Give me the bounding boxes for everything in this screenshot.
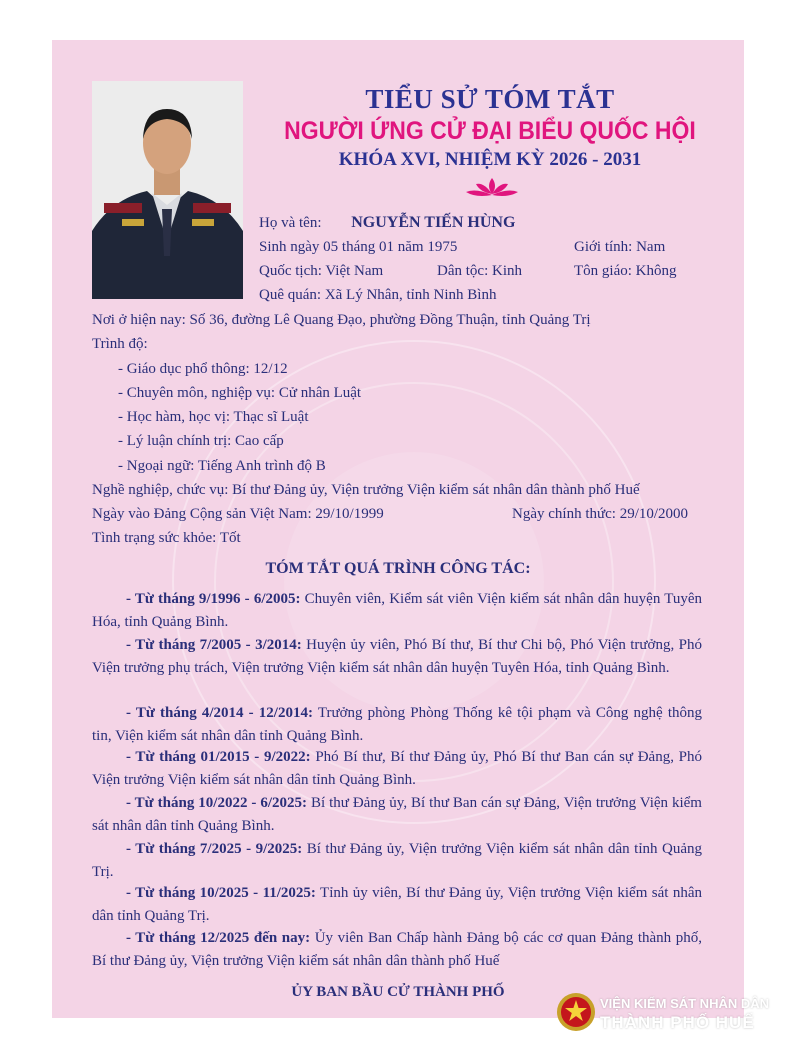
occupation: Nghề nghiệp, chức vụ: Bí thư Đảng ủy, Viện trưởng Viện kiểm sát nhân dân thành phố Huế: [92, 482, 640, 498]
career-item: [92, 702, 702, 748]
hometown: Quê quán: Xã Lý Nhân, tỉnh Ninh Bình: [259, 287, 497, 303]
dob: Sinh ngày 05 tháng 01 năm 1975: [259, 239, 458, 255]
education-item: - Ngoại ngữ: Tiếng Anh trình độ B: [118, 458, 326, 474]
election-committee: ỦY BAN BẦU CỬ THÀNH PHỐ: [291, 984, 505, 1000]
career-period: - Từ tháng 7/2025 - 9/2025:: [126, 841, 303, 857]
lotus-ornament-icon: [462, 176, 522, 200]
agency-name-line1: VIỆN KIỂM SÁT NHÂN DÂN: [600, 996, 770, 1011]
career-text: Chuyên viên, Kiểm sát viên Viện kiểm sát nhân dân huyện Tuyên Hóa, tỉnh Quảng Bình.: [92, 591, 702, 630]
education-item: - Học hàm, học vị: Thạc sĩ Luật: [118, 409, 309, 425]
term-line: KHÓA XVI, NHIỆM KỲ 2026 - 2031: [338, 149, 642, 170]
religion: Tôn giáo: Không: [574, 263, 677, 279]
document-title: TIỂU SỬ TÓM TẮT: [365, 84, 615, 114]
career-text: Ủy viên Ban Chấp hành Đảng bộ các cơ quan Đảng thành phố, Bí thư Đảng ủy, Viện trưởng Viện kiểm sát nhân dân thành phố Huế: [92, 930, 702, 969]
career-text: Phó Bí thư, Bí thư Đảng ủy, Phó Bí thư Ban cán sự Đảng, Phó Viện trưởng Viện kiểm sát nhân dân tỉnh Quảng Bình.: [92, 749, 702, 788]
health-status: Tình trạng sức khỏe: Tốt: [92, 530, 241, 546]
career-text: Tỉnh ủy viên, Bí thư Đảng ủy, Viện trưởng Viện kiểm sát nhân dân tỉnh Quảng Trị.: [92, 885, 702, 924]
education-item: - Lý luận chính trị: Cao cấp: [118, 433, 284, 449]
education-label: Trình độ:: [92, 336, 148, 352]
career-period: - Từ tháng 9/1996 - 6/2005:: [126, 591, 301, 607]
career-item: [92, 882, 702, 928]
career-text: Huyện ủy viên, Phó Bí thư, Bí thư Chi bộ, Phó Viện trưởng, Phó Viện trưởng phụ trách, Viện trưởng Viện kiểm sát nhân dân huyện Tuyên Hóa, tỉnh Quảng Bình.: [92, 637, 702, 676]
career-period: - Từ tháng 01/2015 - 9/2022:: [126, 749, 311, 765]
career-item: [92, 927, 702, 973]
document-subtitle: NGƯỜI ỨNG CỬ ĐẠI BIỂU QUỐC HỘI: [284, 117, 696, 145]
career-text: Bí thư Đảng ủy, Viện trưởng Viện kiểm sát nhân dân tỉnh Quảng Trị.: [92, 841, 702, 880]
party-join-date: Ngày vào Đảng Cộng sản Việt Nam: 29/10/1999: [92, 506, 384, 522]
candidate-portrait: [92, 81, 243, 299]
gender: Giới tính: Nam: [574, 239, 666, 255]
career-item: [92, 588, 702, 634]
agency-watermark: [600, 994, 769, 1032]
residence: Nơi ở hiện nay: Số 36, đường Lê Quang Đạo, phường Đồng Thuận, tỉnh Quảng Trị: [92, 312, 591, 328]
education-item: - Chuyên môn, nghiệp vụ: Cử nhân Luật: [118, 385, 362, 401]
career-text: Trưởng phòng Phòng Thống kê tội phạm và Công nghệ thông tin, Viện kiểm sát nhân dân tỉnh Quảng Bình.: [92, 705, 702, 744]
education-item: - Giáo dục phổ thông: 12/12: [118, 361, 288, 377]
career-period: - Từ tháng 12/2025 đến nay:: [126, 930, 311, 946]
career-text: Bí thư Đảng ủy, Bí thư Ban cán sự Đảng, Viện trưởng Viện kiểm sát nhân dân tỉnh Quảng Bình.: [92, 795, 702, 834]
party-official-date: Ngày chính thức: 29/10/2000: [512, 506, 689, 522]
career-period: - Từ tháng 10/2022 - 6/2025:: [126, 795, 308, 811]
career-item: [92, 634, 702, 680]
agency-name-line2: THÀNH PHỐ HUẾ: [600, 1013, 755, 1032]
candidate-name: NGUYỄN TIẾN HÙNG: [351, 214, 516, 231]
career-period: - Từ tháng 4/2014 - 12/2014:: [126, 705, 313, 721]
name-row: [259, 214, 515, 232]
nationality: Quốc tịch: Việt Nam: [259, 263, 384, 279]
career-item: [92, 792, 702, 838]
career-item: [92, 838, 702, 884]
ethnicity: Dân tộc: Kinh: [437, 263, 522, 279]
career-period: - Từ tháng 10/2025 - 11/2025:: [126, 885, 316, 901]
career-item: [92, 746, 702, 792]
procuracy-emblem-icon: [556, 992, 596, 1032]
career-heading: TÓM TẮT QUÁ TRÌNH CÔNG TÁC:: [265, 560, 531, 577]
career-period: - Từ tháng 7/2005 - 3/2014:: [126, 637, 302, 653]
name-label: Họ và tên:: [259, 215, 322, 231]
